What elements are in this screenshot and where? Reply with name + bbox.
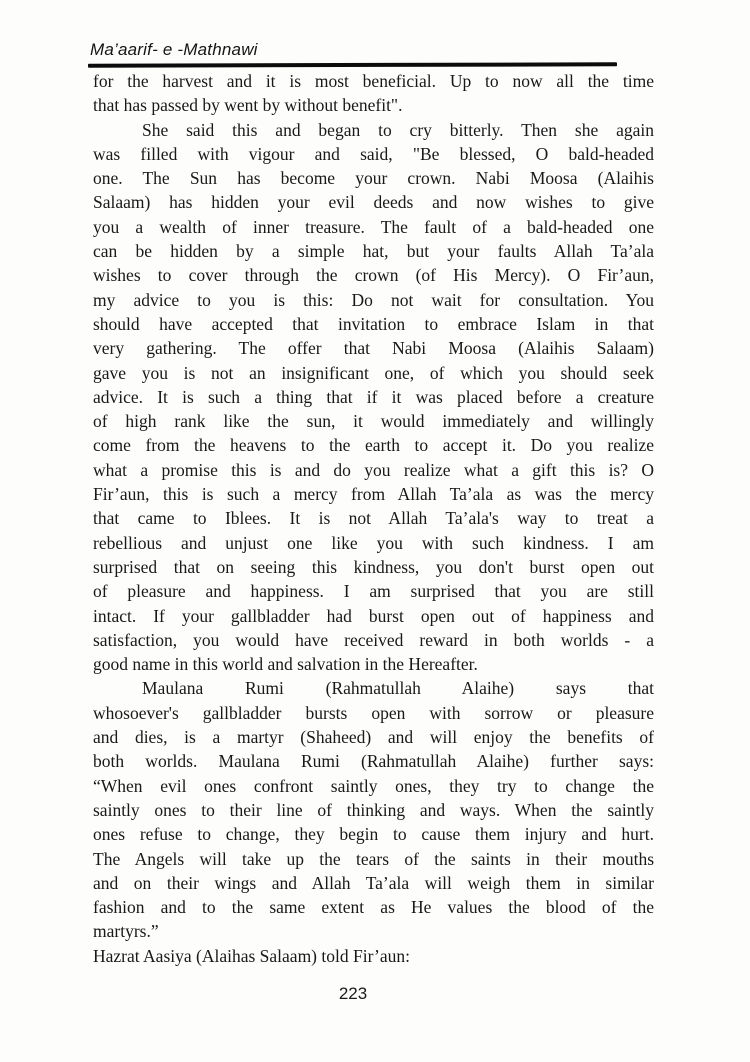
text-line: ones refuse to change, they begin to cause them injury and hurt. <box>93 824 654 845</box>
text-line: satisfaction, you would have received reward in both worlds - a <box>93 629 654 650</box>
text-line: Salaam) has hidden your evil deeds and now wishes to give <box>93 192 654 213</box>
text-line: should have accepted that invitation to embrace Islam in that <box>93 313 654 334</box>
header-title: Ma’aarif- e -Mathnawi <box>90 40 258 59</box>
text-line: can be hidden by a simple hat, but your faults Allah Ta’ala <box>93 241 654 262</box>
text-line: both worlds. Maulana Rumi (Rahmatullah Alaihe) further says: <box>93 751 654 772</box>
text-line: The Angels will take up the tears of the saints in their mouths <box>93 848 654 869</box>
body-text <box>93 69 654 968</box>
text-line: wishes to cover through the crown (of His Mercy). O Fir’aun, <box>93 265 654 286</box>
text-line: “When evil ones confront saintly ones, they try to change the <box>93 775 654 796</box>
text-line: of pleasure and happiness. I am surprised that you are still <box>93 581 654 602</box>
text-line: whosoever's gallbladder bursts open with sorrow or pleasure <box>93 702 654 723</box>
text-line: very gathering. The offer that Nabi Moosa (Alaihis Salaam) <box>93 338 654 359</box>
text-line: martyrs.” <box>93 921 159 942</box>
text-line: and dies, is a martyr (Shaheed) and will enjoy the benefits of <box>93 727 654 748</box>
text-line: surprised that on seeing this kindness, you don't burst open out <box>93 556 654 577</box>
text-line: fashion and to the same extent as He values the blood of the <box>93 897 654 918</box>
text-line: come from the heavens to the earth to accept it. Do you realize <box>93 435 654 456</box>
text-line: of high rank like the sun, it would immediately and willingly <box>93 411 654 432</box>
text-line: and on their wings and Allah Ta’ala will weigh them in similar <box>93 872 654 893</box>
text-line: rebellious and unjust one like you with such kindness. I am <box>93 532 654 553</box>
text-line: saintly ones to their line of thinking and ways. When the saintly <box>93 799 654 820</box>
text-line: that has passed by went by without benefit". <box>93 95 403 116</box>
text-line: you a wealth of inner treasure. The fault of a bald-headed one <box>93 216 654 237</box>
text-line: advice. It is such a thing that if it was placed before a creature <box>93 386 654 407</box>
text-line: gave you is not an insignificant one, of which you should seek <box>93 362 654 383</box>
text-line: my advice to you is this: Do not wait for consultation. You <box>93 289 654 310</box>
text-line: She said this and began to cry bitterly. Then she again <box>142 119 654 140</box>
text-line: what a promise this is and do you realize what a gift this is? O <box>93 459 654 480</box>
text-line: Maulana Rumi (Rahmatullah Alaihe) says that <box>142 678 654 699</box>
text-line: for the harvest and it is most beneficial. Up to now all the time <box>93 71 654 91</box>
text-line: was filled with vigour and said, "Be blessed, O bald-headed <box>93 143 654 164</box>
header-rule <box>88 62 617 67</box>
text-line: good name in this world and salvation in the Hereafter. <box>93 654 478 675</box>
text-line: that came to Iblees. It is not Allah Ta’ala's way to treat a <box>93 508 654 529</box>
text-line: one. The Sun has become your crown. Nabi Moosa (Alaihis <box>93 168 654 189</box>
page-number: 223 <box>338 984 368 1003</box>
text-line: intact. If your gallbladder had burst open out of happiness and <box>93 605 654 626</box>
text-line: Fir’aun, this is such a mercy from Allah Ta’ala as was the mercy <box>93 484 654 505</box>
running-header <box>90 40 650 68</box>
text-line: Hazrat Aasiya (Alaihas Salaam) told Fir’aun: <box>93 945 411 966</box>
